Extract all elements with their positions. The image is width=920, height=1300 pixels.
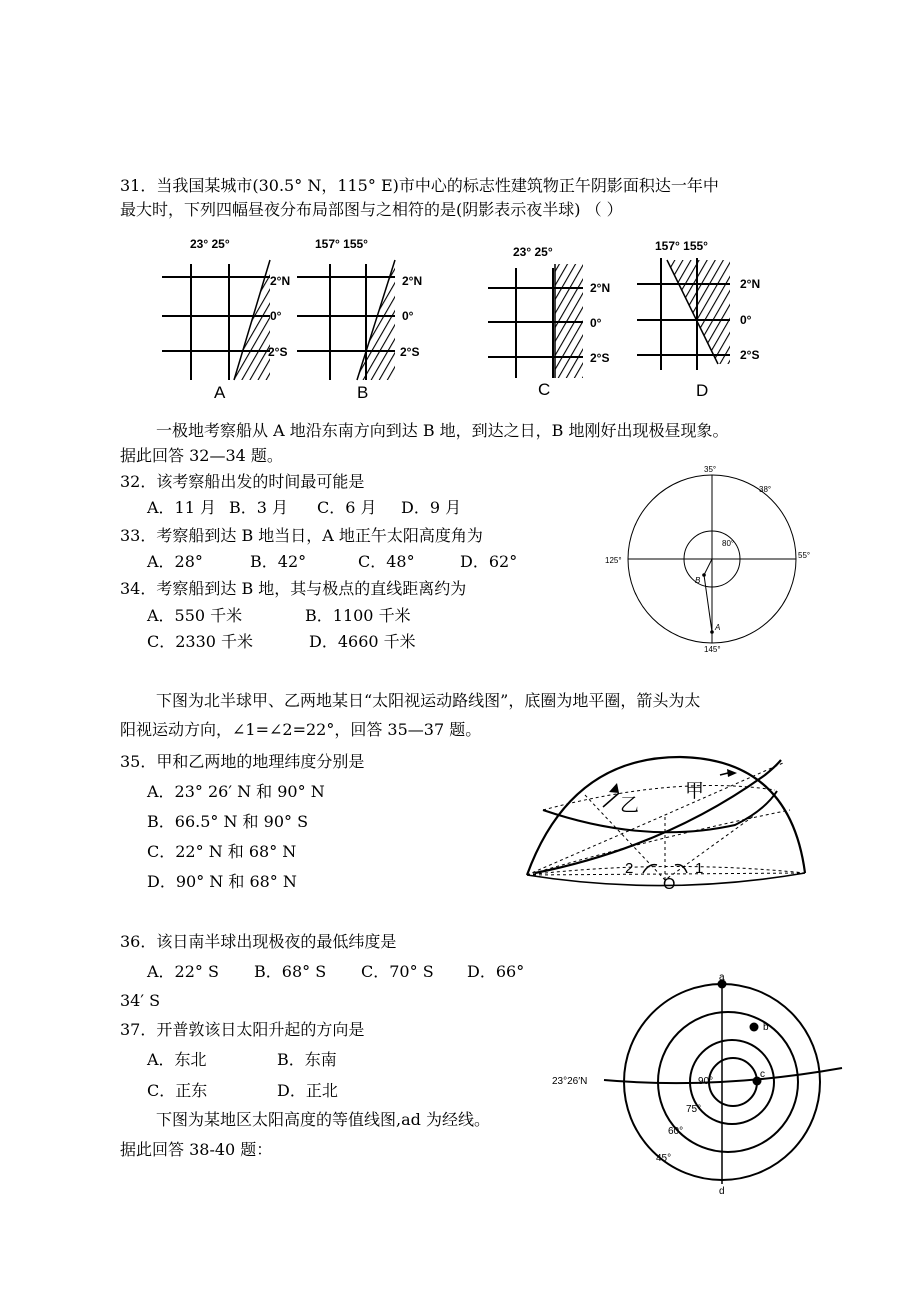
q33-option-a: A．28°: [147, 552, 203, 571]
fig-c-0: 0°: [590, 316, 602, 330]
polar-label-right: 55°: [798, 551, 811, 560]
fig-b-0: 0°: [402, 309, 414, 323]
polar-figure: [600, 462, 820, 657]
q33-options: [147, 552, 517, 572]
q32-stem: 32．该考察船出发的时间最可能是: [120, 472, 365, 491]
q32-option-d: D．9 月: [401, 498, 462, 517]
intro35-line1: 下图为北半球甲、乙两地某日“太阳视运动路线图”，底圈为地平圈，箭头为太: [156, 691, 701, 710]
fig-d-2s: 2°S: [740, 348, 760, 362]
q37-options-row1: [147, 1050, 337, 1070]
fig-b-2n: 2°N: [402, 274, 423, 288]
intro38-line2: 据此回答 38-40 题：: [120, 1140, 273, 1159]
q33-option-b: B．42°: [250, 552, 307, 571]
q37-option-c: C．正东: [147, 1081, 208, 1100]
polar-label-top: 35°: [704, 465, 717, 474]
q36-option-d: D．66°: [467, 962, 525, 981]
fig-b-top-label: 157° 155°: [315, 237, 368, 251]
q36-stem: 36．该日南半球出现极夜的最低纬度是: [120, 932, 397, 951]
q34-options-row1: [147, 606, 411, 626]
contour-label-lat: 23°26′N: [552, 1076, 588, 1087]
q37-stem: 37．开普敦该日太阳升起的方向是: [120, 1020, 365, 1039]
fig-a-letter: A: [214, 383, 226, 402]
fig-d-letter: D: [696, 381, 709, 400]
figure-c: [488, 245, 610, 399]
fig-d-top-label: 157° 155°: [655, 239, 708, 253]
fig-a-top-label: 23° 25°: [190, 237, 230, 251]
polar-label-inner: 80°: [722, 539, 735, 548]
q37-options-row2: [147, 1081, 338, 1101]
figure-d: [637, 239, 760, 400]
fig-b-2s: 2°S: [400, 345, 420, 359]
q35-option-c: C．22° N 和 68° N: [147, 842, 297, 861]
q34-options-row2: [147, 632, 416, 652]
sun-altitude-contour-figure: [548, 972, 848, 1197]
q37-option-d: D．正北: [277, 1081, 338, 1100]
q31-stem-line2: 最大时，下列四幅昼夜分布局部图与之相符的是(阴影表示夜半球) （ ）: [120, 200, 623, 219]
q36-option-a: A．22° S: [147, 962, 219, 981]
figure-b: [297, 237, 422, 402]
q32-option-b: B．3 月: [229, 498, 289, 517]
day-night-figures: [150, 230, 790, 405]
q35-option-d: D．90° N 和 68° N: [147, 872, 297, 891]
q33-option-c: C．48°: [358, 552, 415, 571]
q32-option-c: C．6 月: [317, 498, 377, 517]
fig-b-letter: B: [357, 383, 369, 402]
q36-option-c: C．70° S: [361, 962, 434, 981]
q32-option-a: A．11 月: [147, 498, 217, 517]
fig-c-2s: 2°S: [590, 351, 610, 365]
q34-stem: 34．考察船到达 B 地，其与极点的直线距离约为: [120, 579, 467, 598]
q36-option-d-cont: 34′ S: [120, 991, 161, 1010]
fig-c-letter: C: [538, 380, 551, 399]
contour-label-75: 75°: [686, 1104, 702, 1115]
dome-label-yi: 乙: [620, 795, 640, 816]
fig-c-top-label: 23° 25°: [513, 245, 553, 259]
q36-options: [147, 962, 524, 982]
contour-label-90: 90°: [698, 1076, 714, 1087]
polar-point-b: B: [695, 576, 701, 585]
q35-stem: 35．甲和乙两地的地理纬度分别是: [120, 752, 365, 771]
fig-d-0: 0°: [740, 313, 752, 327]
dome-angle-1: 1: [695, 860, 704, 877]
polar-label-topright: 38°: [759, 485, 772, 494]
q33-stem: 33．考察船到达 B 地当日，A 地正午太阳高度角为: [120, 526, 483, 545]
polar-point-a: A: [715, 623, 721, 632]
q33-option-d: D．62°: [460, 552, 518, 571]
q35-option-b: B．66.5° N 和 90° S: [147, 812, 309, 831]
q32-options: [147, 498, 461, 518]
fig-a-0: 0°: [270, 309, 282, 323]
fig-a-2s: 2°S: [268, 345, 288, 359]
fig-d-2n: 2°N: [740, 277, 761, 291]
intro32-line1: 一极地考察船从 A 地沿东南方向到达 B 地，到达之日，B 地刚好出现极昼现象。: [156, 421, 729, 440]
dome-angle-2: 2: [625, 860, 634, 877]
intro38-line1: 下图为某地区太阳高度的等值线图,ad 为经线。: [156, 1110, 490, 1129]
fig-a-2n: 2°N: [270, 274, 291, 288]
dome-label-jia: 甲: [685, 781, 705, 802]
intro35-line2: 阳视运动方向，∠1=∠2=22°，回答 35—37 题。: [120, 720, 482, 739]
q34-option-d: D．4660 千米: [309, 632, 416, 651]
polar-label-bottom: 145°: [704, 645, 721, 654]
q34-option-c: C．2330 千米: [147, 632, 254, 651]
q37-option-a: A．东北: [147, 1050, 207, 1069]
intro32-line2: 据此回答 32—34 题。: [120, 446, 283, 465]
figure-a: [162, 237, 290, 402]
q34-option-a: A．550 千米: [147, 606, 243, 625]
polar-label-left: 125°: [605, 556, 622, 565]
contour-label-60: 60°: [668, 1126, 684, 1137]
dome-figure: [525, 755, 810, 905]
contour-label-c: c: [760, 1069, 765, 1080]
q35-option-a: A．23° 26′ N 和 90° N: [147, 782, 325, 801]
contour-label-d: d: [719, 1186, 725, 1197]
dome-label-o: O: [663, 876, 676, 893]
q36-option-b: B．68° S: [254, 962, 327, 981]
contour-label-b: b: [763, 1022, 769, 1033]
q34-option-b: B．1100 千米: [305, 606, 411, 625]
q31-stem-line1: 31．当我国某城市(30.5° N，115° E)市中心的标志性建筑物正午阴影面积达一年中: [120, 176, 719, 195]
fig-c-2n: 2°N: [590, 281, 611, 295]
contour-label-45: 45°: [656, 1153, 672, 1164]
contour-label-a: a: [719, 972, 725, 983]
q37-option-b: B．东南: [277, 1050, 337, 1069]
